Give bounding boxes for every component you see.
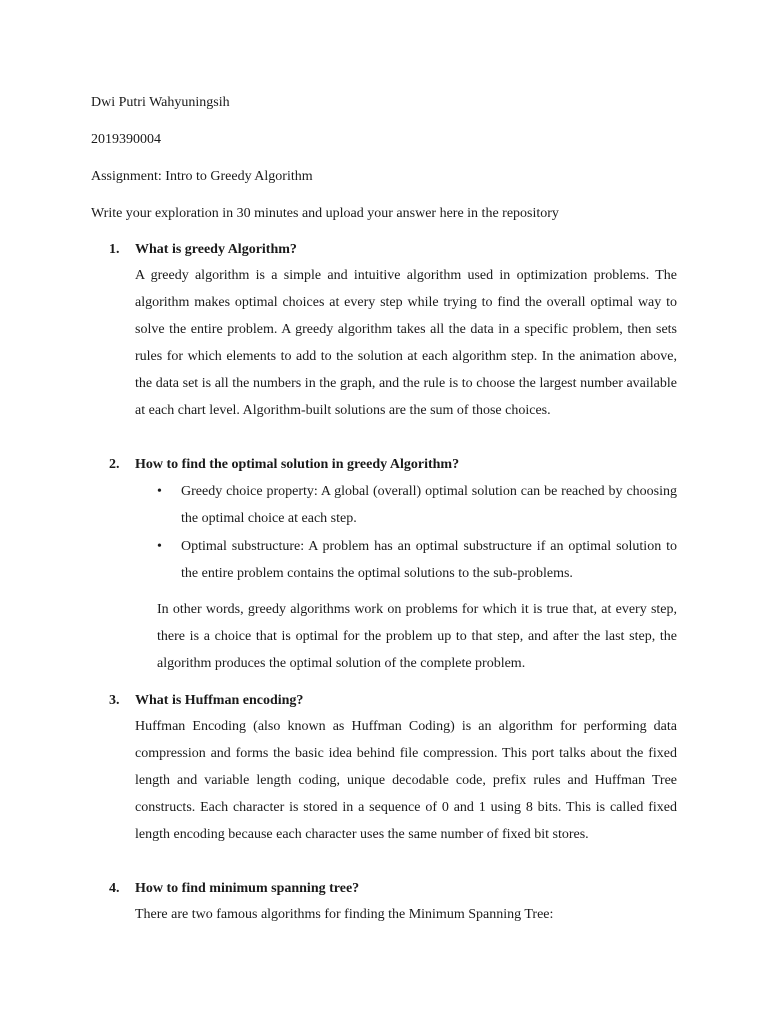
student-id: 2019390004 xyxy=(91,132,161,147)
question-number: 4. xyxy=(109,881,120,896)
question-number: 3. xyxy=(109,693,120,708)
question-title: What is Huffman encoding? xyxy=(135,693,304,708)
question-number: 1. xyxy=(109,242,120,257)
answer-paragraph: A greedy algorithm is a simple and intuitive algorithm used in optimization problems. The algorithm makes optimal choices at every step while trying to find the overall optimal way to solve the entire problem. A greedy algorithm takes all the data in a specific problem, then sets rules for which elements to add to the solution at each algorithm step. In the animation above, the data set is all the numbers in the graph, and the rule is to choose the largest number available at each chart level. Algorithm-built solutions are the sum of those choices. xyxy=(135,268,677,418)
question-title: What is greedy Algorithm? xyxy=(135,242,297,257)
bullet-item: Greedy choice property: A global (overall) optimal solution can be reached by choosing the optimal choice at each step. xyxy=(181,484,677,526)
answer-paragraph: There are two famous algorithms for finding the Minimum Spanning Tree: xyxy=(135,907,554,922)
question-number: 2. xyxy=(109,457,120,472)
bullet-icon: • xyxy=(157,539,162,554)
bullet-icon: • xyxy=(157,484,162,499)
followup-paragraph: In other words, greedy algorithms work on problems for which it is true that, at every step, there is a choice that is optimal for the problem up to that step, and after the last step, the algorithm produces the optimal solution of the complete problem. xyxy=(157,602,677,671)
question-title: How to find minimum spanning tree? xyxy=(135,881,360,896)
instructions: Write your exploration in 30 minutes and upload your answer here in the repository xyxy=(91,206,559,221)
assignment-title: Assignment: Intro to Greedy Algorithm xyxy=(91,169,313,184)
bullet-item: Optimal substructure: A problem has an optimal substructure if an optimal solution to the entire problem contains the optimal solutions to the sub-problems. xyxy=(181,539,677,581)
author-name: Dwi Putri Wahyuningsih xyxy=(91,95,230,110)
question-title: How to find the optimal solution in greedy Algorithm? xyxy=(135,457,460,472)
answer-paragraph: Huffman Encoding (also known as Huffman Coding) is an algorithm for performing data compression and forms the basic idea behind file compression. This port talks about the fixed length and variable length coding, unique decodable code, prefix rules and Huffman Tree constructs. Each character is stored in a sequence of 0 and 1 using 8 bits. This is called fixed length encoding because each character uses the same number of fixed bit stores. xyxy=(135,719,677,842)
